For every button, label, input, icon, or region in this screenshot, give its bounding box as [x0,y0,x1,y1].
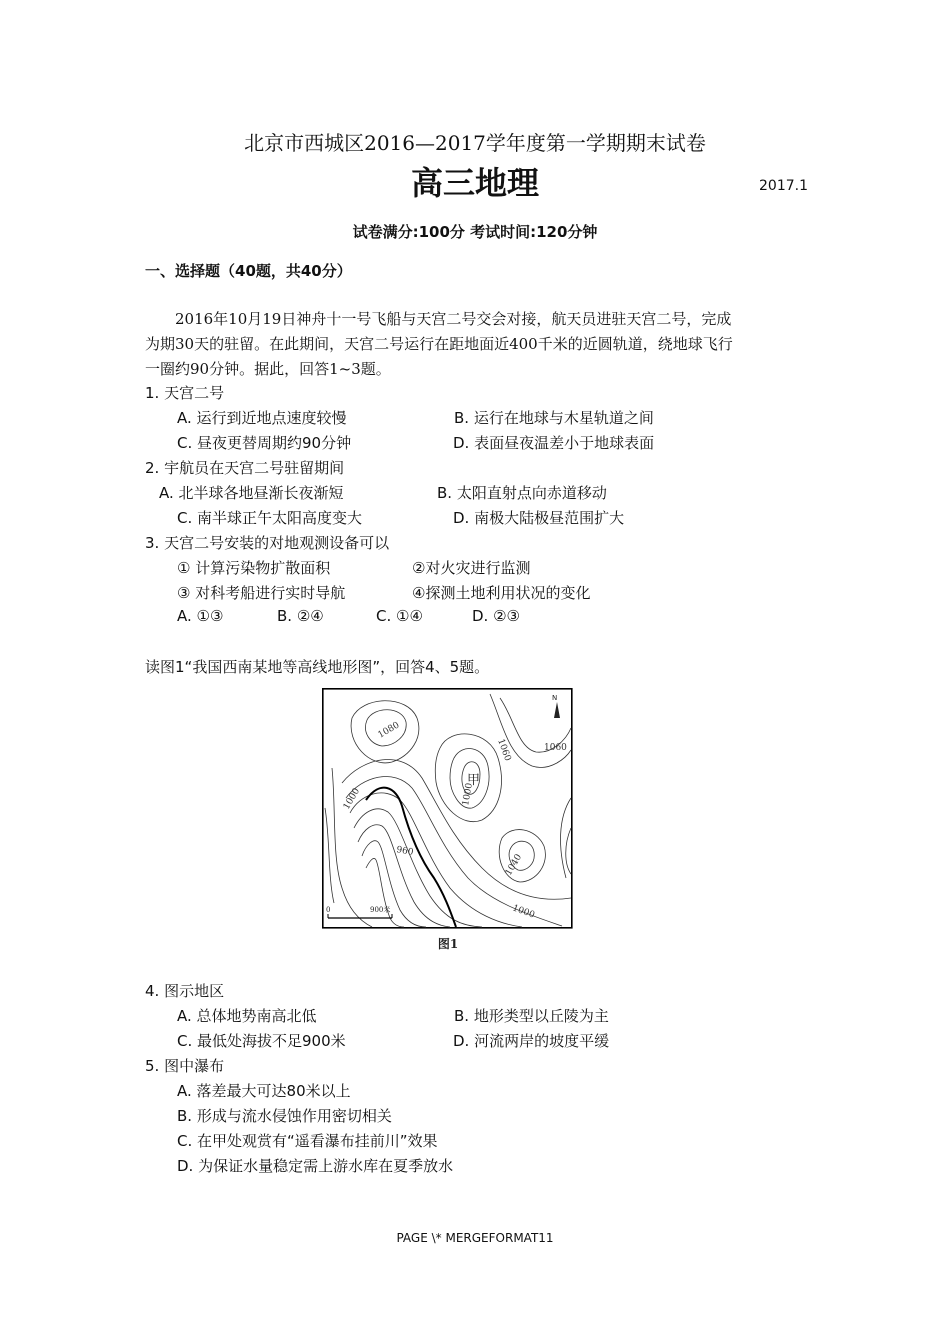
contour-label: 1000 [510,903,536,921]
page-footer: PAGE \* MERGEFORMAT11 [396,1231,554,1245]
figure-caption: 图1 [437,937,459,951]
exam-meta: 试卷满分:100分 考试时间:120分钟 [352,223,598,241]
contour-label: 1000 [461,782,475,807]
question-3-item-1: ① 计算污染物扩散面积 [177,559,331,577]
question-5-option-b: B. 形成与流水侵蚀作用密切相关 [177,1107,392,1125]
question-3-item-3: ③ 对科考船进行实时导航 [177,584,346,602]
point-jia-label: 甲 [467,773,481,788]
exam-date: 2017.1 [759,178,808,194]
question-4-option-a: A. 总体地势南高北低 [177,1007,317,1025]
figure-intro: 读图1“我国西南某地等高线地形图”，回答4、5题。 [145,658,490,676]
section-title: 一、选择题（40题，共40分） [145,262,352,280]
question-3-option-d: D. ②③ [472,607,520,625]
question-3-item-4: ④探测土地利用状况的变化 [412,584,591,602]
question-2-option-b: B. 太阳直射点向赤道移动 [437,484,607,502]
question-2-option-c: C. 南半球正午太阳高度变大 [177,509,363,527]
contour-label: 1080 [376,720,402,741]
question-4-stem: 4. 图示地区 [145,982,225,1000]
contour-label: 1060 [544,743,567,753]
contour-map [322,688,574,958]
question-4-option-c: C. 最低处海拔不足900米 [177,1032,346,1050]
question-5-option-d: D. 为保证水量稳定需上游水库在夏季放水 [177,1157,454,1175]
question-3-option-a: A. ①③ [177,607,224,625]
question-1-stem: 1. 天宫二号 [145,384,225,402]
exam-title: 北京市西城区2016—2017学年度第一学期期末试卷 [244,131,706,155]
question-3-stem: 3. 天宫二号安装的对地观测设备可以 [145,534,390,552]
passage-line: 2016年10月19日神舟十一号飞船与天宫二号交会对接，航天员进驻天宫二号，完成 [175,310,732,328]
question-5-stem: 5. 图中瀑布 [145,1057,225,1075]
question-1-option-c: C. 昼夜更替周期约90分钟 [177,434,352,452]
contour-map-figure [322,688,574,962]
question-1-option-b: B. 运行在地球与木星轨道之间 [454,409,654,427]
map-frame [323,689,572,928]
svg-text:900米: 900米 [370,906,391,914]
question-3-option-c: C. ①④ [376,607,423,625]
svg-text:N: N [552,694,558,702]
question-1-option-a: A. 运行到近地点速度较慢 [177,409,347,427]
question-5-option-c: C. 在甲处观赏有“遥看瀑布挂前川”效果 [177,1132,438,1150]
question-1-option-d: D. 表面昼夜温差小于地球表面 [453,434,655,452]
question-3-option-b: B. ②④ [277,607,324,625]
contour-label: 1040 [503,852,525,878]
svg-text:0: 0 [326,906,331,914]
contour-label: 1000 [341,786,363,812]
question-4-option-b: B. 地形类型以丘陵为主 [454,1007,609,1025]
subject-title: 高三地理 [410,164,539,202]
question-2-option-d: D. 南极大陆极昼范围扩大 [453,509,625,527]
contour-label: 960 [395,845,415,858]
question-4-option-d: D. 河流两岸的坡度平缓 [453,1032,610,1050]
question-3-item-2: ②对火灾进行监测 [412,559,531,577]
question-5-option-a: A. 落差最大可达80米以上 [177,1082,351,1100]
passage [145,307,805,382]
contour-label: 1060 [495,737,513,763]
question-2-stem: 2. 宇航员在天宫二号驻留期间 [145,459,345,477]
passage-line: 一圈约90分钟。据此，回答1~3题。 [145,360,391,378]
question-2-option-a: A. 北半球各地昼渐长夜渐短 [159,484,344,502]
passage-line: 为期30天的驻留。在此期间，天宫二号运行在距地面近400千米的近圆轨道，绕地球飞行 [145,335,733,353]
